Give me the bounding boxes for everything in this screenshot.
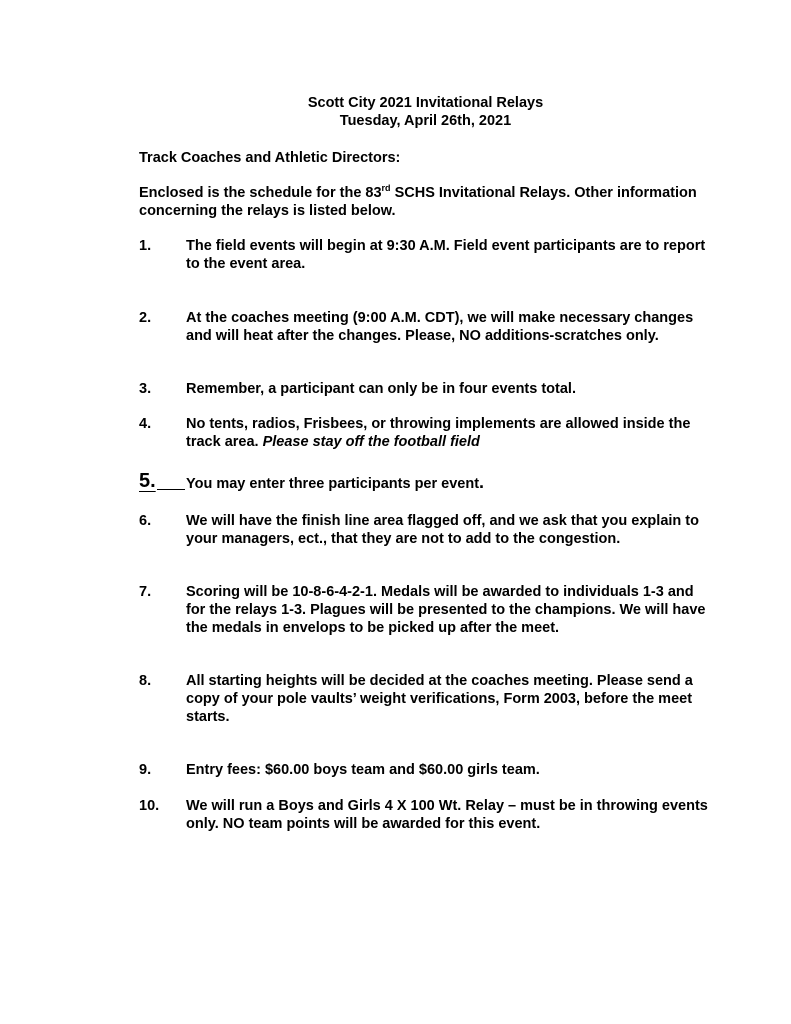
intro-text-end: SCHS Invitational Relays. Other information concerning the relays is listed below. bbox=[139, 185, 697, 219]
list-item-number: 8. bbox=[139, 673, 152, 689]
list-item-text: We will run a Boys and Girls 4 X 100 Wt. Relay – must be in throwing events only. NO team points will be awarded for this event. bbox=[186, 798, 708, 832]
list-item-text: We will have the finish line area flagged off, and we ask that you explain to your managers, ect., that they are not to add to the congestion. bbox=[186, 513, 699, 547]
document-date: Tuesday, April 26th, 2021 bbox=[339, 113, 512, 129]
list-item-number: 6. bbox=[139, 513, 152, 529]
intro-ordinal-suffix: rd bbox=[381, 183, 391, 194]
list-item-number: 10. bbox=[139, 798, 160, 814]
list-item-text bbox=[186, 473, 711, 493]
list-item-number: 4. bbox=[139, 416, 152, 432]
intro-paragraph bbox=[139, 184, 739, 220]
list-item-text bbox=[186, 415, 711, 451]
list-item-text: All starting heights will be decided at the coaches meeting. Please send a copy of your pole vaults’ weight verifications, Form 2003, before the meet starts. bbox=[186, 673, 693, 725]
number-underline-rule bbox=[157, 489, 185, 490]
list-item-text: Entry fees: $60.00 boys team and $60.00 girls team. bbox=[186, 762, 540, 778]
list-item-end-mark: . bbox=[479, 472, 485, 492]
list-item-text-emphasis: Please stay off the football field bbox=[262, 434, 480, 450]
list-item-text: Remember, a participant can only be in four events total. bbox=[186, 381, 576, 397]
list-item-number: 9. bbox=[139, 762, 152, 778]
list-item-text-plain: No tents, radios, Frisbees, or throwing implements are allowed inside the track area. bbox=[186, 416, 691, 450]
list-item-number: 1. bbox=[139, 238, 152, 254]
greeting: Track Coaches and Athletic Directors: bbox=[139, 150, 401, 166]
list-item-line: The field events will begin at 9:30 A.M. Field event participants are to report bbox=[186, 238, 706, 254]
list-item-text: At the coaches meeting (9:00 A.M. CDT), we will make necessary changes and will heat after the changes. Please, NO additions-scratches only. bbox=[186, 310, 694, 344]
list-item-number: 2. bbox=[139, 310, 152, 326]
list-item-number: 3. bbox=[139, 381, 152, 397]
list-item-text bbox=[186, 237, 711, 273]
list-item-number: 5. bbox=[139, 470, 156, 492]
list-item-text-plain: You may enter three participants per event bbox=[186, 476, 480, 492]
list-item-line: to the event area. bbox=[186, 256, 306, 272]
document-title: Scott City 2021 Invitational Relays bbox=[307, 95, 544, 111]
list-item-number: 7. bbox=[139, 584, 152, 600]
list-item-text: Scoring will be 10-8-6-4-2-1. Medals will be awarded to individuals 1-3 and for the relays 1-3. Plagues will be presented to the champions. We will have the medals in envelops to be picked up after the meet. bbox=[186, 584, 706, 636]
intro-text-start: Enclosed is the schedule for the 83 bbox=[139, 185, 382, 201]
